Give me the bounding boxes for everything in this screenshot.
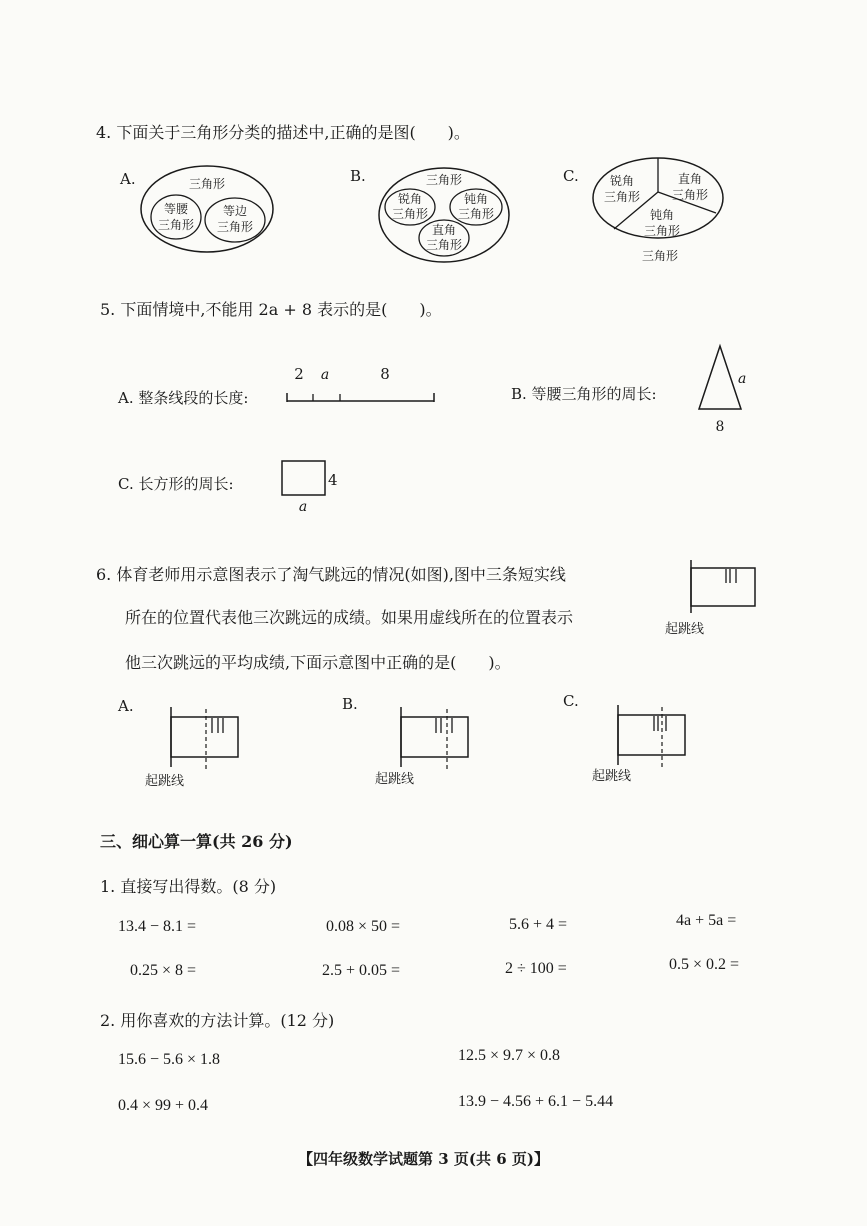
q4c-bottom-line2: 三角形 — [643, 224, 681, 238]
q4a-right-line2: 三角形 — [216, 220, 254, 234]
calc1-item-6: 2.5 + 0.05 = — [322, 962, 401, 979]
calc1-item-3: 5.6 + 4 = — [509, 916, 568, 933]
q6-diagram-c — [590, 703, 694, 785]
q6-option-a-label: A. — [118, 697, 134, 715]
q5-rectangle-diagram — [281, 460, 341, 516]
q4a-left-line2: 三角形 — [157, 218, 195, 232]
q4b-left-line2: 三角形 — [391, 207, 429, 221]
q4-option-a-label: A. — [120, 170, 136, 188]
q5-rect-width-label: a — [298, 499, 308, 515]
q4a-right-line1: 等边 — [222, 204, 248, 218]
q4-diagram-c — [592, 158, 728, 268]
q4a-outer-label: 三角形 — [188, 177, 226, 191]
calc1-item-7: 2 ÷ 100 = — [505, 960, 567, 977]
q4-text: 4. 下面关于三角形分类的描述中,正确的是图( )。 — [96, 123, 470, 142]
calc2-item-2: 12.5 × 9.7 × 0.8 — [458, 1047, 561, 1064]
q6-option-c-label: C. — [563, 692, 579, 710]
q6-reference-start-line-label: 起跳线 — [665, 622, 705, 637]
q6-text-line2: 所在的位置代表他三次跳远的成绩。如果用虚线所在的位置表示 — [125, 608, 574, 627]
q5-triangle-base-label: 8 — [715, 419, 725, 435]
q6b-start-line-label: 起跳线 — [375, 772, 415, 787]
calc2-item-4: 13.9 − 4.56 + 6.1 − 5.44 — [458, 1093, 614, 1110]
q4c-caption: 三角形 — [641, 249, 679, 263]
q4a-left-line1: 等腰 — [163, 202, 189, 216]
calc1-item-2: 0.08 × 50 = — [326, 918, 401, 935]
calc2-item-1: 15.6 − 5.6 × 1.8 — [118, 1051, 221, 1068]
q5-option-a-label: A. 整条线段的长度: — [118, 389, 249, 407]
page-footer: 【四年级数学试题第 3 页(共 6 页)】 — [298, 1150, 549, 1168]
q5-rect-height-label: 4 — [328, 471, 338, 489]
q4b-right-line1: 钝角 — [463, 192, 489, 206]
q5-segment-diagram — [286, 363, 438, 405]
q6-diagram-b — [374, 705, 478, 787]
calc2-item-3: 0.4 × 99 + 0.4 — [118, 1097, 209, 1114]
calc1-title: 1. 直接写出得数。(8 分) — [100, 877, 277, 896]
q4-option-c-label: C. — [563, 167, 579, 185]
q5-seg-label-8: 8 — [380, 365, 390, 383]
q5-triangle-diagram — [698, 345, 756, 435]
q4b-right-line2: 三角形 — [457, 207, 495, 221]
q4c-right-line2: 三角形 — [671, 188, 709, 202]
q4b-left-line1: 锐角 — [397, 192, 423, 206]
q5-option-c-label: C. 长方形的周长: — [118, 475, 234, 493]
q4c-right-line1: 直角 — [677, 172, 703, 186]
q4b-bottom-line2: 三角形 — [425, 238, 463, 252]
q4c-left-line2: 三角形 — [603, 190, 641, 204]
calc1-item-4: 4a + 5a = — [676, 912, 737, 929]
calc1-item-8: 0.5 × 0.2 = — [669, 956, 740, 973]
calc1-item-1: 13.4 − 8.1 = — [118, 918, 197, 935]
q4b-bottom-line1: 直角 — [431, 223, 457, 237]
q4-diagram-a — [140, 165, 274, 253]
q6a-start-line-label: 起跳线 — [145, 774, 185, 789]
section3-title: 三、细心算一算(共 26 分) — [100, 832, 293, 851]
q6-text-line1: 6. 体育老师用示意图表示了淘气跳远的情况(如图),图中三条短实线 — [96, 565, 566, 584]
q6c-start-line-label: 起跳线 — [592, 769, 632, 784]
q4-diagram-b — [378, 167, 510, 263]
q6-reference-diagram — [664, 558, 764, 640]
q5-option-b-label: B. 等腰三角形的周长: — [511, 385, 657, 403]
q5-triangle-side-label: a — [738, 371, 747, 387]
q4-option-b-label: B. — [350, 167, 366, 185]
q5-seg-label-a: a — [320, 367, 330, 383]
q6-text-line3: 他三次跳远的平均成绩,下面示意图中正确的是( )。 — [125, 653, 511, 672]
calc1-item-5: 0.25 × 8 = — [130, 962, 197, 979]
q6-diagram-a — [143, 705, 247, 787]
q4b-outer-label: 三角形 — [425, 173, 463, 187]
q4c-bottom-line1: 钝角 — [649, 208, 675, 222]
q4c-left-line1: 锐角 — [609, 174, 635, 188]
calc2-title: 2. 用你喜欢的方法计算。(12 分) — [100, 1011, 335, 1030]
q6-option-b-label: B. — [342, 695, 358, 713]
q5-seg-label-2: 2 — [294, 365, 304, 383]
q5-text: 5. 下面情境中,不能用 2a + 8 表示的是( )。 — [100, 300, 442, 319]
